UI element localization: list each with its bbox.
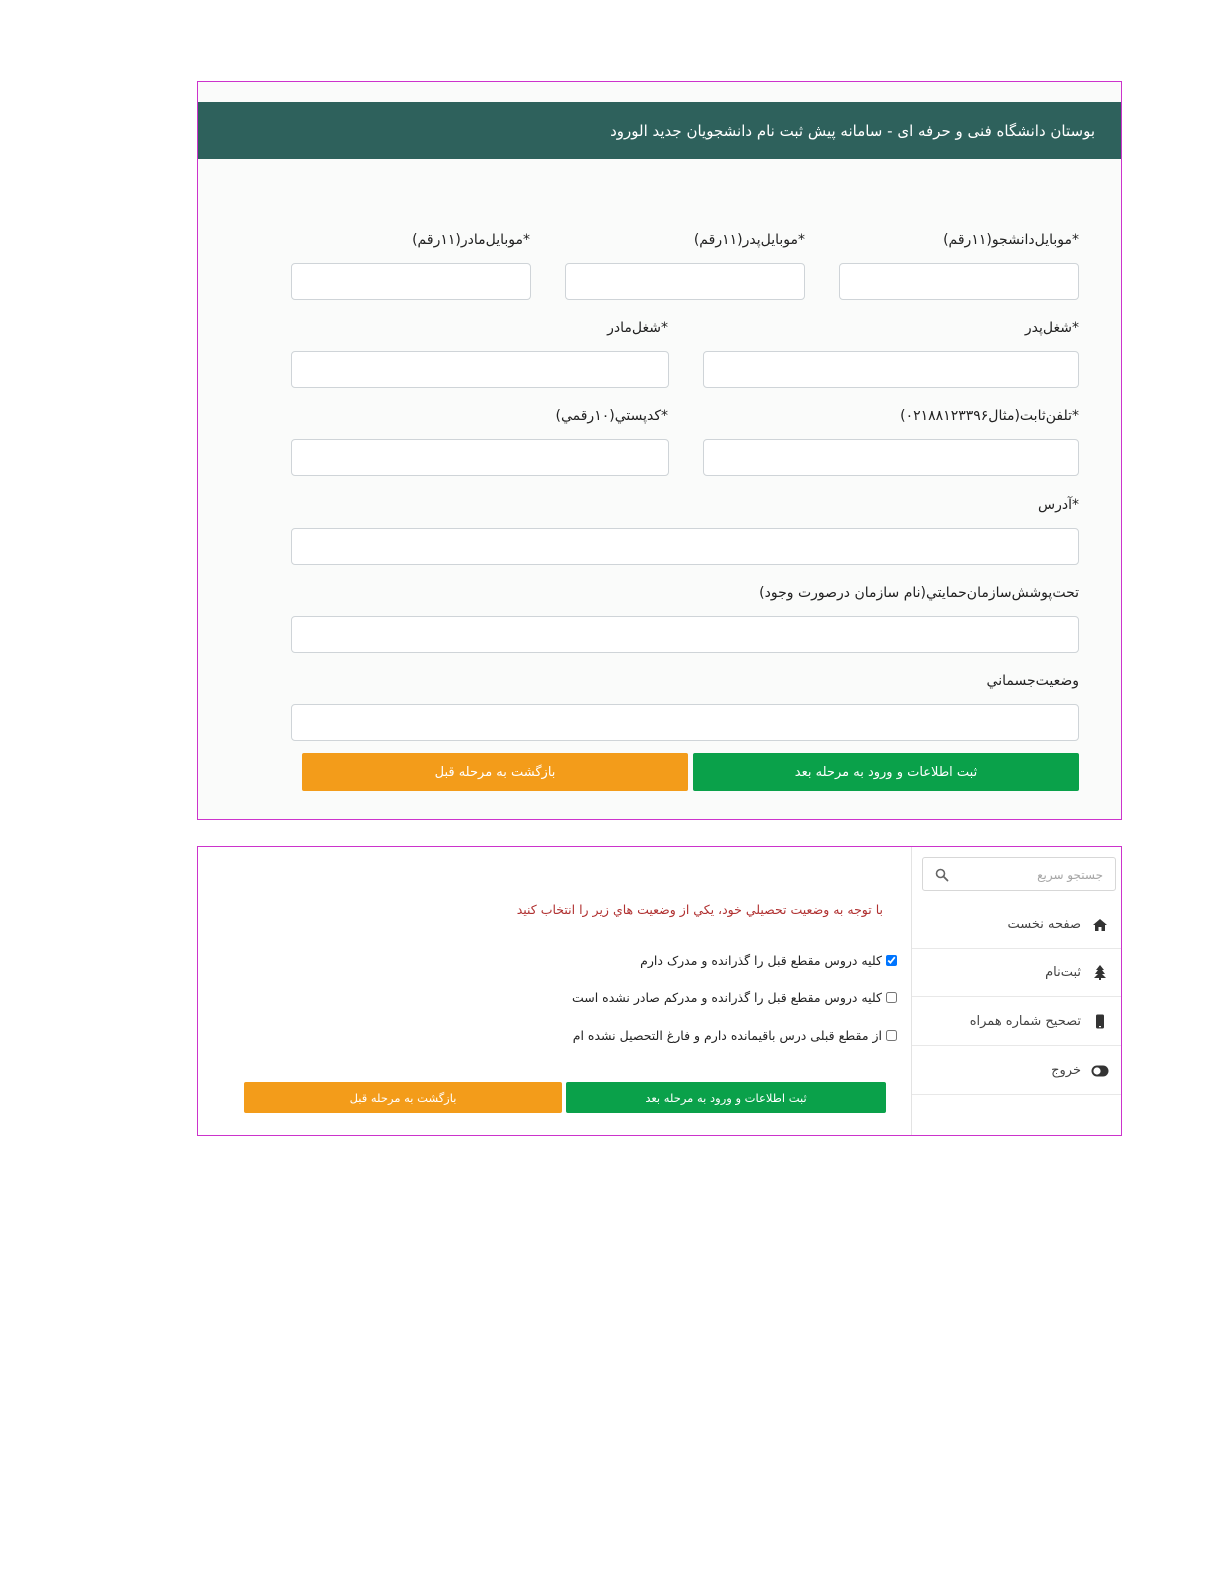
father-job-label: *شغل‌پدر bbox=[1024, 320, 1079, 336]
student-mobile-input[interactable] bbox=[839, 263, 1079, 300]
option-checkbox[interactable] bbox=[886, 992, 897, 1003]
option-label: کليه دروس مقطع قبل را گذرانده و مدرکم صادر نشده است bbox=[571, 990, 882, 1005]
sidebar-item-home[interactable] bbox=[912, 901, 1121, 949]
landline-label: *تلفن‌ثابت(مثال۰۲۱۸۸۱۲۳۳۹۶) bbox=[900, 408, 1079, 424]
father-job-input[interactable] bbox=[703, 351, 1079, 388]
education-submit-button[interactable]: ثبت اطلاعات و ورود به مرحله بعد bbox=[566, 1082, 886, 1113]
mother-mobile-input[interactable] bbox=[291, 263, 531, 300]
option-passed-with-degree[interactable] bbox=[640, 953, 897, 968]
home-icon bbox=[1091, 917, 1109, 933]
sidebar-item-label: ثبت‌نام bbox=[1045, 965, 1081, 980]
sidebar-item-register[interactable] bbox=[912, 949, 1121, 997]
sidebar bbox=[911, 847, 1121, 1135]
option-checkbox[interactable] bbox=[886, 1030, 897, 1041]
option-remaining-courses[interactable] bbox=[573, 1028, 897, 1043]
header-title: بوستان دانشگاه فنی و حرفه ای - سامانه پیش ثبت نام دانشجویان جدید الورود bbox=[610, 121, 1095, 140]
option-label: کليه دروس مقطع قبل را گذرانده و مدرک دارم bbox=[640, 953, 882, 968]
option-checkbox[interactable] bbox=[886, 955, 897, 966]
sidebar-item-label: خروج bbox=[1051, 1063, 1081, 1078]
landline-input[interactable] bbox=[703, 439, 1079, 476]
education-notice: با توجه به وضعيت تحصيلي خود، يکي از وضعيت هاي زير را انتخاب کنيد bbox=[516, 902, 883, 917]
tree-icon bbox=[1091, 965, 1109, 981]
search-input[interactable] bbox=[961, 864, 1105, 886]
postal-code-input[interactable] bbox=[291, 439, 669, 476]
education-status-panel bbox=[197, 846, 1122, 1136]
contact-form-panel bbox=[197, 81, 1122, 820]
physical-status-input[interactable] bbox=[291, 704, 1079, 741]
address-input[interactable] bbox=[291, 528, 1079, 565]
support-org-input[interactable] bbox=[291, 616, 1079, 653]
quick-search[interactable] bbox=[922, 857, 1116, 891]
address-label: *آدرس bbox=[1038, 497, 1079, 513]
father-mobile-label: *موبايل‌پدر(۱۱رقم) bbox=[693, 232, 805, 248]
mother-job-input[interactable] bbox=[291, 351, 669, 388]
sidebar-item-label: صفحه نخست bbox=[1007, 917, 1081, 932]
education-back-button[interactable]: بازگشت به مرحله قبل bbox=[244, 1082, 562, 1113]
search-icon[interactable] bbox=[935, 867, 949, 881]
sidebar-item-logout[interactable] bbox=[912, 1047, 1121, 1095]
postal-code-label: *کدپستي(۱۰رقمي) bbox=[555, 408, 668, 424]
mother-mobile-label: *موبايل‌مادر(۱۱رقم) bbox=[412, 232, 530, 248]
sidebar-item-fix-mobile[interactable] bbox=[912, 998, 1121, 1046]
form-header bbox=[198, 102, 1121, 159]
sidebar-item-label: تصحیح شماره همراه bbox=[969, 1014, 1081, 1029]
back-button[interactable]: بازگشت به مرحله قبل bbox=[302, 753, 688, 791]
option-passed-no-degree[interactable] bbox=[572, 990, 897, 1005]
option-label: از مقطع قبلی درس باقیمانده دارم و فارغ التحصیل نشده ام bbox=[572, 1028, 882, 1043]
toggle-icon bbox=[1091, 1063, 1109, 1079]
mother-job-label: *شغل‌مادر bbox=[607, 320, 668, 336]
student-mobile-label: *موبايل‌دانشجو(۱۱رقم) bbox=[943, 232, 1079, 248]
physical-status-label: وضعيت‌جسماني bbox=[986, 673, 1079, 689]
support-org-label: تحت‌پوشش‌سازمان‌حمايتي(نام سازمان درصورت وجود) bbox=[759, 585, 1079, 601]
submit-next-button[interactable]: ثبت اطلاعات و ورود به مرحله بعد bbox=[693, 753, 1079, 791]
father-mobile-input[interactable] bbox=[565, 263, 805, 300]
mobile-icon bbox=[1091, 1014, 1109, 1030]
